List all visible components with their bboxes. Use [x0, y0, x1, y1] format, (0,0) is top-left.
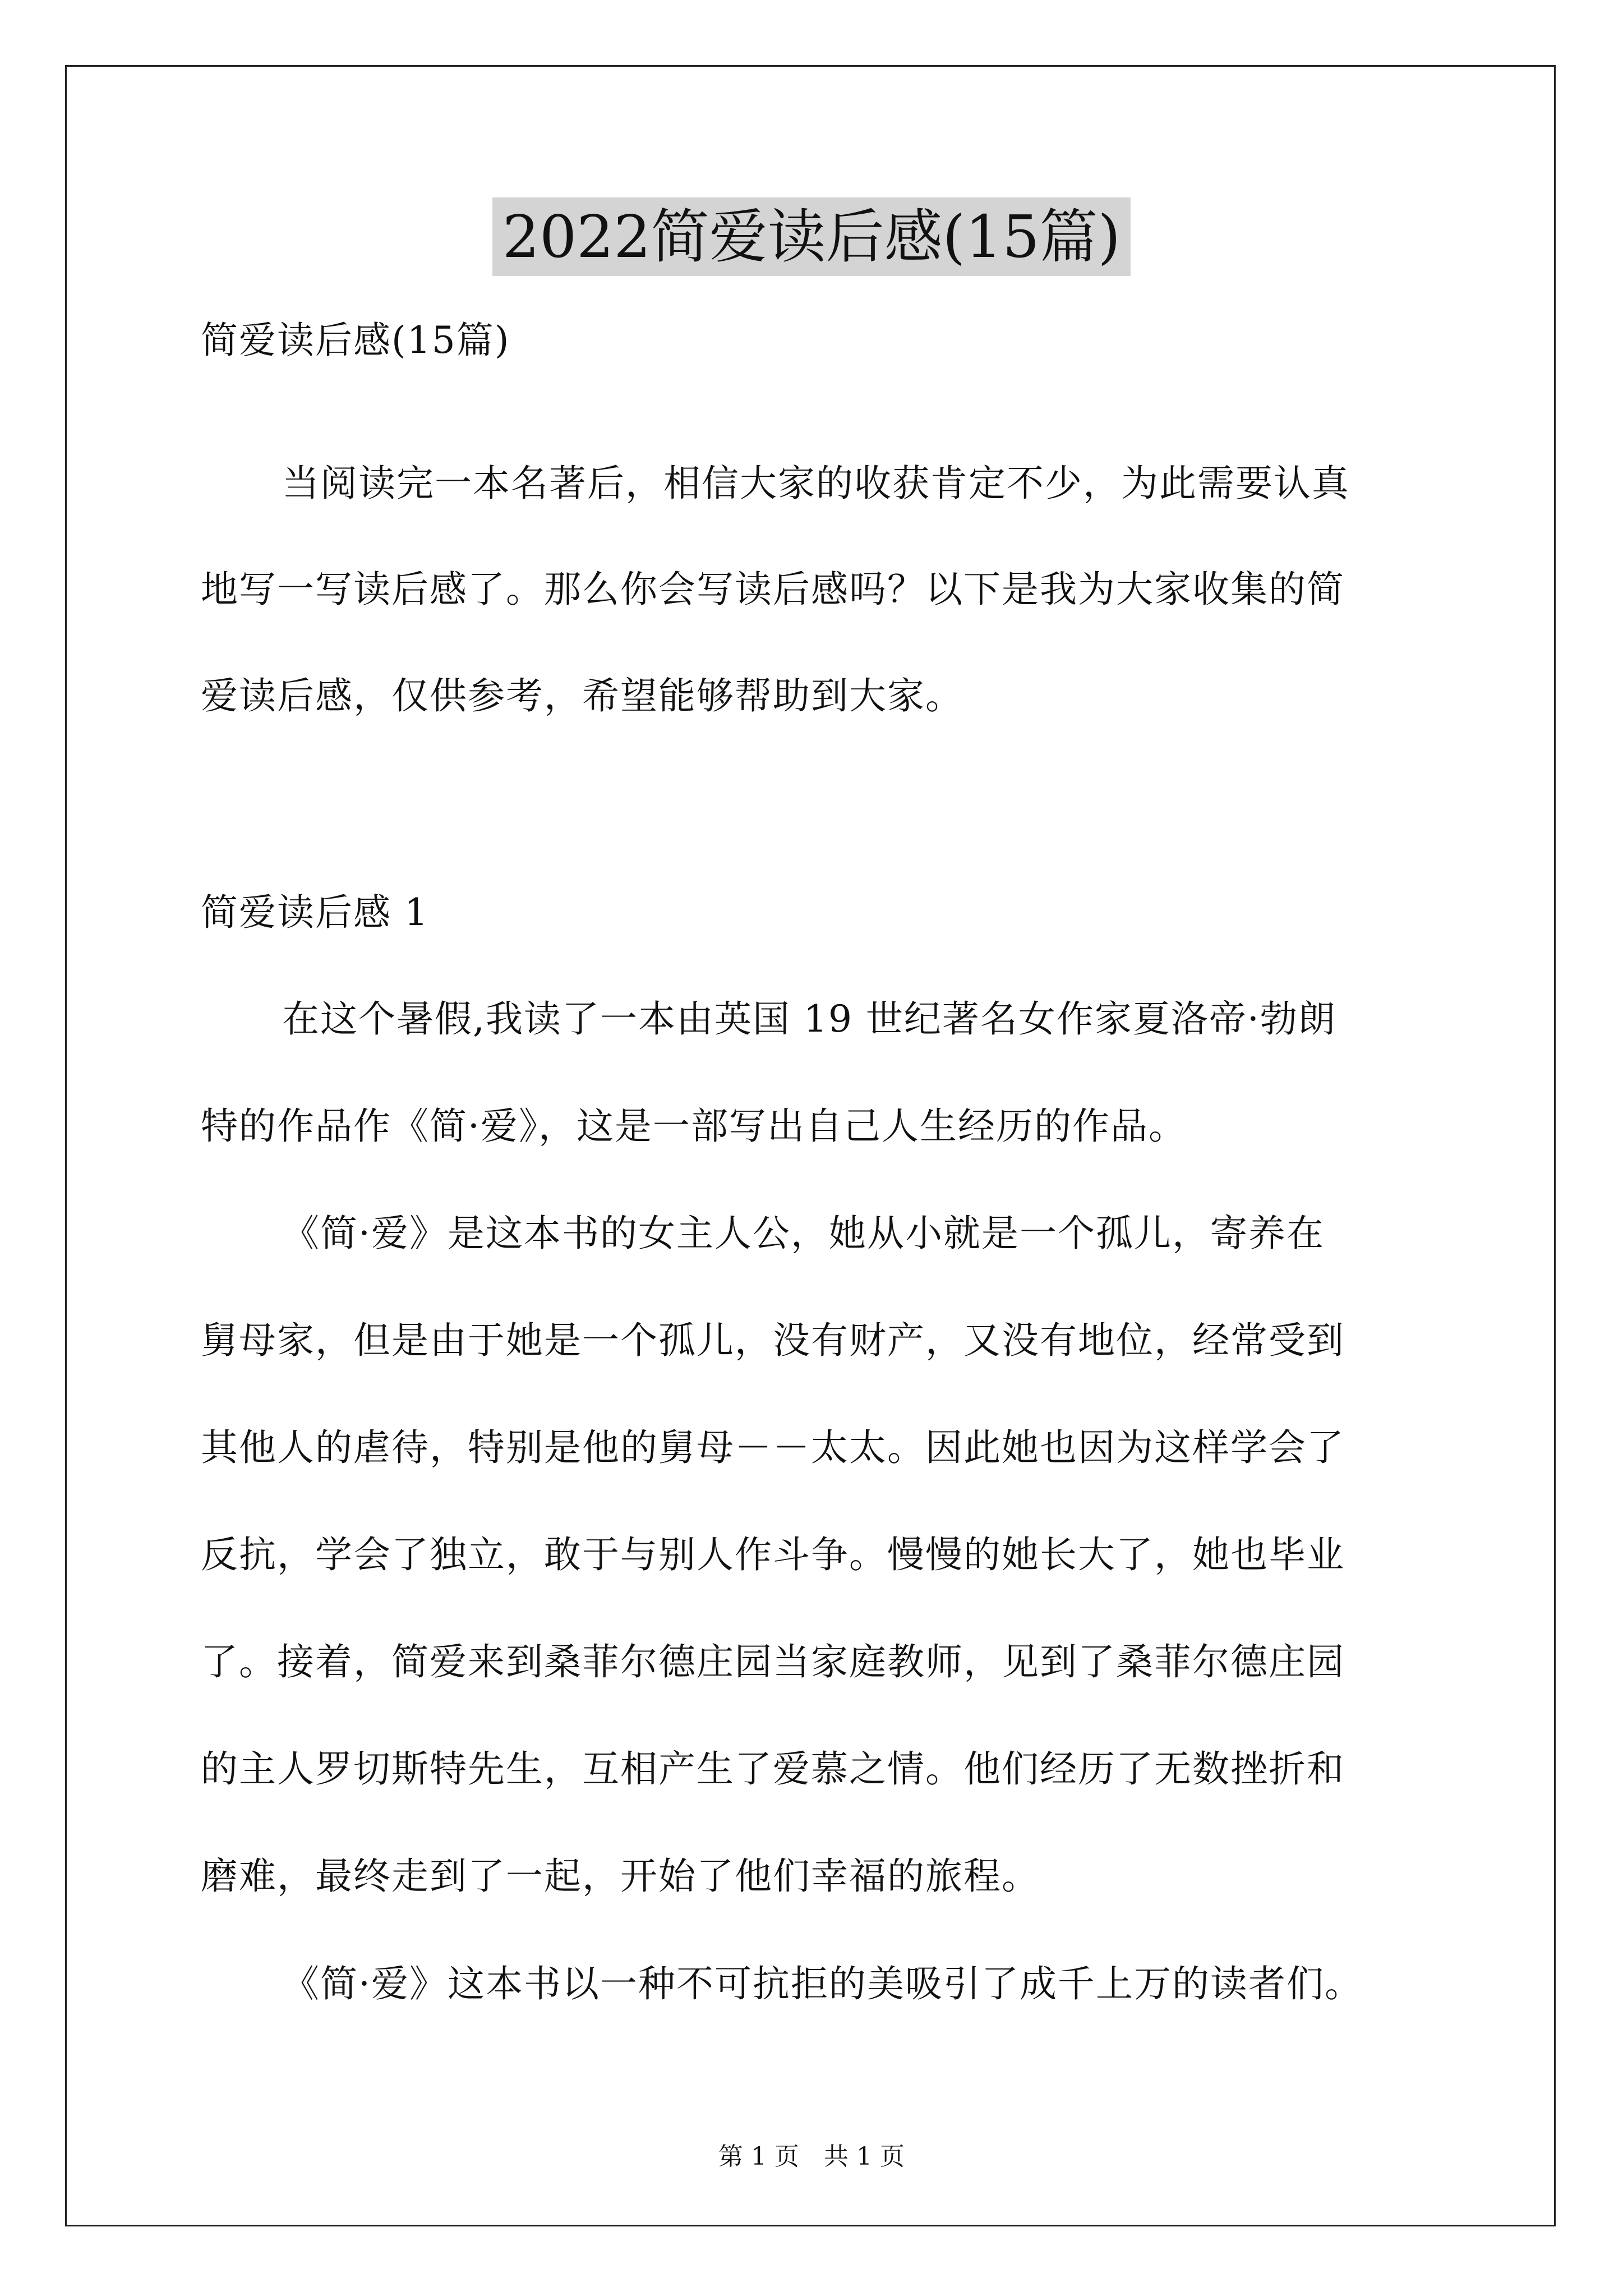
paragraph3-line-1: 《简·爱》这本书以一种不可抗拒的美吸引了成千上万的读者们。: [282, 1962, 1363, 2005]
paragraph2-line-3: 其他人的虐待，特别是他的舅母－－太太。因此她也因为这样学会了: [201, 1426, 1345, 1469]
paragraph1-line-1: 在这个暑假,我读了一本由英国 19 世纪著名女作家夏洛帝·勃朗: [282, 997, 1336, 1041]
paragraph2-line-7: 磨难，最终走到了一起，开始了他们幸福的旅程。: [201, 1855, 1040, 1898]
paragraph2-line-5: 了。接着，简爱来到桑菲尔德庄园当家庭教师，见到了桑菲尔德庄园: [201, 1640, 1345, 1683]
paragraph2-line-6: 的主人罗切斯特先生，互相产生了爱慕之情。他们经历了无数挫折和: [201, 1747, 1345, 1791]
paragraph1-line-2: 特的作品作《简·爱》，这是一部写出自己人生经历的作品。: [201, 1105, 1187, 1148]
paragraph2-line-2: 舅母家，但是由于她是一个孤儿，没有财产，又没有地位，经常受到: [201, 1319, 1345, 1362]
section-heading: 简爱读后感 1: [201, 891, 429, 934]
page-footer: 第 1 页 共 1 页: [718, 2142, 905, 2171]
intro-line-2: 地写一写读后感了。那么你会写读后感吗？以下是我为大家收集的简: [201, 568, 1345, 611]
document-title: [0, 197, 1623, 276]
document-title-text: 2022简爱读后感(15篇): [492, 197, 1131, 276]
paragraph2-line-1: 《简·爱》是这本书的女主人公，她从小就是一个孤儿，寄养在: [282, 1212, 1325, 1255]
document-subtitle: 简爱读后感(15篇): [201, 319, 510, 362]
intro-line-1: 当阅读完一本名著后，相信大家的收获肯定不少，为此需要认真: [282, 462, 1350, 505]
paragraph2-line-4: 反抗，学会了独立，敢于与别人作斗争。慢慢的她长大了，她也毕业: [201, 1533, 1345, 1576]
intro-line-3: 爱读后感，仅供参考，希望能够帮助到大家。: [201, 674, 963, 717]
